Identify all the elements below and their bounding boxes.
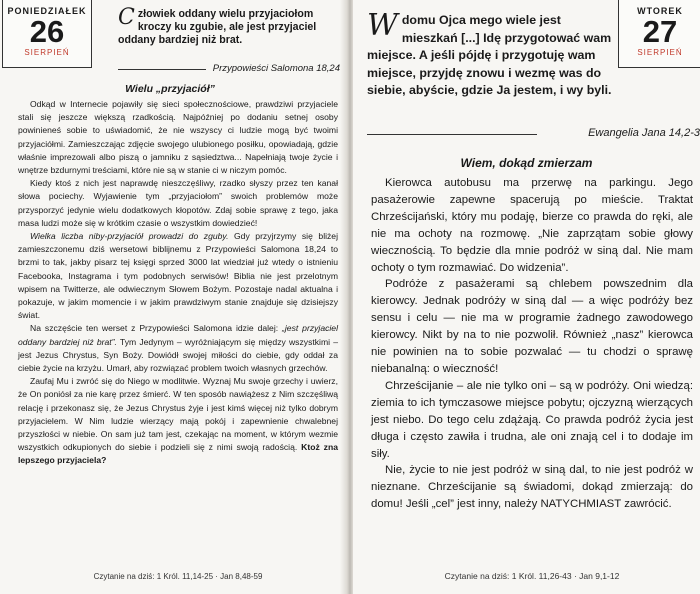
paragraph-text: Tym Jedynym – wyróżniającym się między wszystkimi – jest Jezus Chrystus, Syn Boży. Dowiódł swojej miłości do ciebie, gdy oddał za ciebie życie na krzyżu. Umarł, aby rozwiązać problem twoich własnych grzechów. (18, 336, 338, 374)
paragraph-text: Na szczęście ten werset z Przypowieści Salomona idzie dalej: (30, 323, 283, 334)
italic-quote: „jest przyjaciel oddany bardziej niż brat”. (18, 323, 338, 347)
paragraph: Podróże z pasażerami są chlebem powszednim dla kierowcy. Jednak podróży w siną dal — a więc podróży bez sensu i celu — nie ma w programie żadnego zawodowego kierowcy. Nikt by na to nie pozwolił. Również „nasz” kierowca nie powinien na to sobie pozwalać — tu chodzi o sprawę niebanalną: o wieczność! (371, 278, 693, 375)
reading-plan-footer: Czytanie na dziś: 1 Król. 11,14-25 · Jan 8,48-59 (93, 572, 263, 581)
reading-plan-footer: Czytanie na dziś: 1 Król. 11,26-43 · Jan 9,1-12 (444, 571, 620, 581)
paragraph (18, 375, 338, 467)
month-name: SIERPIEŃ (24, 48, 70, 57)
date-box-right (618, 0, 700, 68)
paragraph: Chrześcijanie – ale nie tylko oni – są w podróży. Oni wiedzą: ziemia to ich tymczasowe miejsce pobytu; ojczyzną wierzących jest niebo. Do tego celu zdążają. Co prawda podróż życia jest długa i często zawiła i trudna, ale oni znają cel i to dodaje im siły. (371, 379, 693, 460)
closing-question: Ktoż zna lepszego przyjaciela? (18, 442, 339, 466)
day-name: PONIEDZIAŁEK (7, 6, 87, 16)
verse-source: Ewangelia Jana 14,2-3 (588, 127, 700, 139)
day-number: 27 (642, 14, 678, 49)
verse-text: domu Ojca mego wiele jest mieszkań [...] Idę przygotować wam miejsce. A jeśli pójdę i przygotuję wam miejsce, przyjdę znowu i wezmę was do siebie, abyście, gdzie Ja jestem, i wy byli. (367, 13, 612, 98)
verse-source: Przypowieści Salomona 18,24 (212, 63, 340, 74)
paragraph (18, 322, 338, 375)
right-page (353, 0, 700, 594)
paragraph: Odkąd w Internecie pojawiły się sieci społecznościowe, prawdziwi przyjaciele stali się jeszcze większą rzadkością. Najpóźniej po dodaniu setnej osoby powinieneś sobie to uświadomić, że nie wszyscy ci ludzie mogą być twoimi przyjaciółmi. Zamieszczając zdjęcie swojego ulubionego posiłku, opowiadają, gdzie właśnie imprezowali albo piszą o jamniku z sąsiedztwa... Napełniają twoje życie i wnętrze bzdurnymi treściami, które nie są w stanie ci w niczym pomóc. (18, 99, 338, 176)
paragraph: Kierowca autobusu ma przerwę na parkingu. Jego pasażerowie zapewne spacerują po mieście. Traktat Chrześcijański, który mu podaję, bierze co prawda do ręki, ale nie ma ochoty na rozmowę. „Nie zaprzątam sobie głowy wiecznością. To będzie dla mnie podróż w siną dal. Nie mam ochoty o tym rozmawiać. Do widzenia”. (371, 177, 693, 274)
devotional-body (371, 175, 693, 513)
bible-verse-quote (367, 8, 612, 100)
drop-cap: C (118, 5, 135, 30)
paragraph: Nie, życie to nie jest podróż w siną dal, to nie jest podróż w nieznane. Chrześcijanie są świadomi, dokąd zmierzają: do domu! Jeśli „cel” jest inny, należy NATYCHMIAST zawrócić. (371, 464, 693, 511)
paragraph-text: Gdy przyjrzymy się bliżej zamieszczonemu dziś wersetowi biblijnemu z Przypowieści Salomona 18,24 to brzmi to tak, jakby pisarz tej księgi sprzed 3000 lat wiedział już wtedy o istnieniu Facebooka, Instagrama i tym podobnych serwisów! Biblia nie jest przelotnym wpisem na Twitterze, ale odwiecznym Słowem Bożym. Pozostaje nadal aktualna i pokazuje, w jakim momencie i w jakim prawdziwym stanie znajduje się dzisiejszy świat. (18, 231, 338, 321)
left-page (0, 0, 347, 594)
paragraph: Kiedy ktoś z nich jest naprawdę nieszczęśliwy, rzadko słyszy przez ten kanał słowa pociechy. Wyjawienie tym „przyjaciołom” swoich problemów może przysporzyć jedynie wielu dodatkowych kłopotów. Zdaj sobie sprawę z tego, jaka masa ludzi może się w krótkim czasie o wszystkim dowiedzieć! (18, 178, 338, 228)
paragraph-text: Zaufaj Mu i zwróć się do Niego w modlitwie. Wyznaj Mu swoje grzechy i uwierz, że On poniósł za nie karę przez śmierć. W ten sposób nawiążesz z Nim szczęśliwą relację i przekonasz się, że Jezus Chrystus żyje i jest kimś więcej niż tylko dobrym przyjacielem. W Nim ludzie wierzący mają pokój i zapewnienie chwalebnej przyszłości w niebie. On sam już tam jest, czekając na moment, w którym wezmie wszystkich odkupionych do siebie i podzieli się z nimi swoją radością. (18, 376, 338, 453)
paragraph (18, 230, 338, 322)
verse-text: złowiek oddany wielu przyjaciołom kroczy ku zgubie, ale jest przyjaciel oddany bardziej niż brat. (118, 8, 317, 47)
devotional-title: Wiem, dokąd zmierzam (460, 156, 593, 170)
drop-cap: W (367, 8, 398, 43)
day-number: 26 (29, 14, 65, 49)
italic-phrase: Wielka liczba niby-przyjaciół prowadzi do zguby. (30, 231, 229, 242)
day-name: WTOREK (637, 6, 683, 16)
month-name: SIERPIEŃ (637, 48, 683, 57)
date-box-left (2, 0, 92, 68)
devotional-body (18, 98, 338, 468)
bible-verse-quote (118, 5, 340, 48)
devotional-title: Wielu „przyjaciół” (125, 83, 215, 95)
